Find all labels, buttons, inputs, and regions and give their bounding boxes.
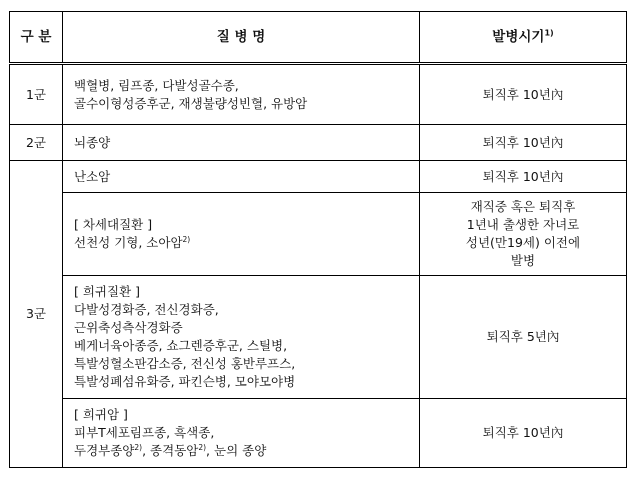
disease-text: 선천성 기형, 소아암 [74, 235, 183, 250]
table-row [10, 193, 627, 276]
category-label: [ 희귀질환 ] [74, 284, 141, 299]
disease-cell [63, 399, 420, 468]
table-row [10, 64, 627, 125]
group-cell: 1군 [10, 64, 63, 125]
disease-cell [63, 193, 420, 276]
disease-cell [63, 276, 420, 399]
disease-table [9, 11, 627, 468]
disease-line: 근위축성측삭경화증 [74, 320, 183, 335]
period-line: 발병 [510, 253, 536, 268]
disease-text: , 눈의 종양 [206, 443, 267, 458]
period-cell [420, 193, 627, 276]
disease-line: 골수이형성증후군, 재생불량성빈혈, 유방암 [74, 95, 308, 111]
header-period [420, 12, 627, 64]
header-period-footnote: 1) [544, 28, 554, 38]
table-row [10, 399, 627, 468]
period-cell: 퇴직후 5년內 [420, 276, 627, 399]
group-cell: 3군 [10, 161, 63, 468]
disease-line [74, 442, 419, 460]
disease-cell [63, 161, 420, 193]
disease-cell [63, 125, 420, 161]
period-line: 성년(만19세) 이전에 [465, 235, 581, 250]
period-line: 1년내 출생한 자녀로 [466, 217, 580, 232]
disease-line: 백혈병, 림프종, 다발성골수종, [74, 77, 239, 93]
disease-line [74, 234, 419, 252]
table-row [10, 276, 627, 399]
disease-line: 특발성혈소판감소증, 전신성 홍반루프스, [74, 356, 296, 371]
footnote-marker: 2) [198, 442, 207, 452]
disease-text: 두경부종양 [74, 443, 135, 458]
period-cell: 퇴직후 10년內 [420, 64, 627, 125]
category-label: [ 차세대질환 ] [74, 217, 153, 232]
disease-line: 다발성경화증, 전신경화증, [74, 302, 219, 317]
disease-line: 뇌종양 [74, 134, 111, 150]
period-cell: 퇴직후 10년內 [420, 399, 627, 468]
header-disease: 질 병 명 [63, 12, 420, 64]
footnote-marker: 2) [182, 234, 191, 244]
header-group: 구 분 [10, 12, 63, 64]
header-period-label: 발병시기 [492, 29, 545, 45]
disease-line: 특발성폐섬유화증, 파킨슨병, 모야모야병 [74, 374, 296, 389]
period-line: 재직중 혹은 퇴직후 [470, 199, 576, 214]
group-cell: 2군 [10, 125, 63, 161]
disease-cell [63, 64, 420, 125]
period-cell: 퇴직후 10년內 [420, 125, 627, 161]
table-row [10, 161, 627, 193]
category-label: [ 희귀암 ] [74, 407, 128, 422]
disease-line: 베게너육아종증, 쇼그렌증후군, 스틸병, [74, 338, 288, 353]
footnote-marker: 2) [134, 442, 143, 452]
disease-line: 피부T세포림프종, 흑색종, [74, 425, 215, 440]
table-header-row [10, 12, 627, 64]
disease-text: , 종격동암 [142, 443, 199, 458]
period-cell: 퇴직후 10년內 [420, 161, 627, 193]
disease-line: 난소암 [74, 168, 111, 184]
table-row [10, 125, 627, 161]
